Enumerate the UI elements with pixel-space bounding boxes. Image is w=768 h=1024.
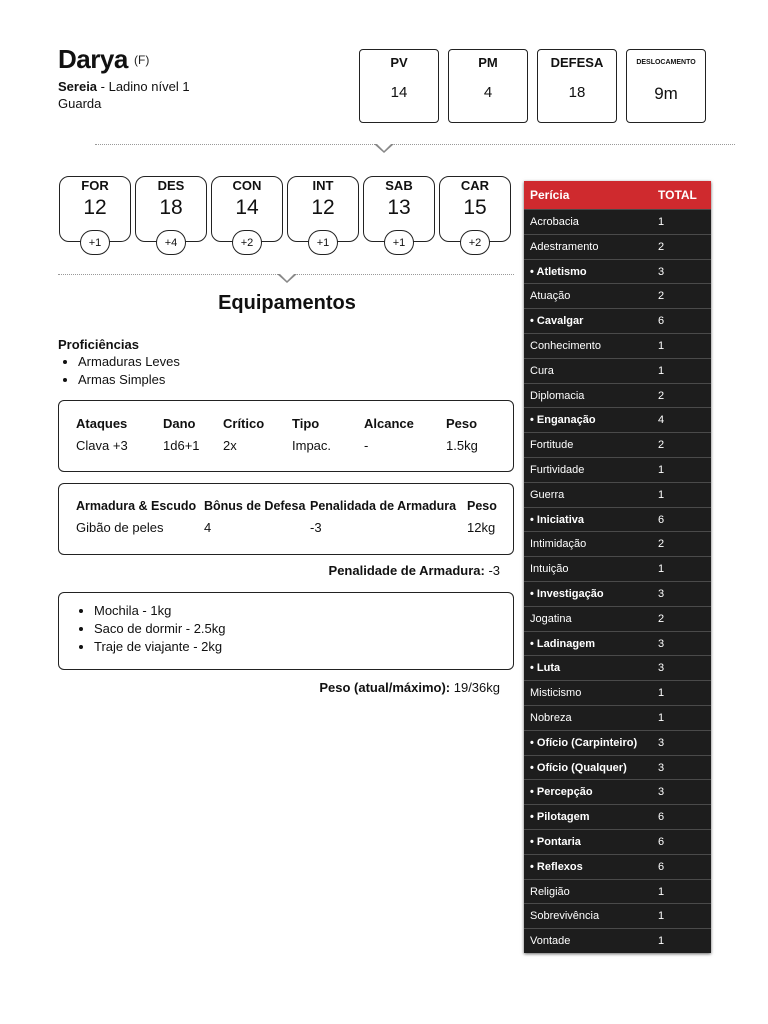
attribute-modifier: +4 bbox=[156, 230, 186, 255]
skill-row bbox=[524, 730, 711, 755]
skill-total: 1 bbox=[658, 488, 665, 501]
skill-name: • Iniciativa bbox=[530, 513, 584, 526]
stat-value: 14 bbox=[390, 84, 408, 101]
skill-name: • Pilotagem bbox=[530, 811, 590, 824]
section-title: Equipamentos bbox=[218, 292, 356, 314]
skill-name: • Luta bbox=[530, 662, 561, 675]
skill-name: Conhecimento bbox=[530, 339, 601, 352]
skill-row bbox=[524, 358, 711, 383]
skills-header-total: TOTAL bbox=[658, 188, 697, 202]
attack-name: Clava +3 bbox=[76, 438, 128, 453]
skill-name: Guerra bbox=[530, 488, 565, 501]
skill-total: 1 bbox=[658, 711, 665, 724]
skill-row bbox=[524, 308, 711, 333]
attribute-modifier: +1 bbox=[384, 230, 414, 255]
attribute-car bbox=[439, 176, 511, 249]
attribute-value: 12 bbox=[311, 196, 335, 219]
skill-row bbox=[524, 655, 711, 680]
skill-row bbox=[524, 556, 711, 581]
stat-label: DESLOCAMENTO bbox=[636, 59, 696, 66]
inventory-item: • Saco de dormir - 2.5kg bbox=[94, 620, 226, 638]
stat-value: 9m bbox=[654, 84, 678, 103]
character-race: Sereia bbox=[58, 79, 98, 94]
inventory-list bbox=[74, 602, 226, 656]
skill-total: 1 bbox=[658, 885, 665, 898]
skill-name: • Cavalgar bbox=[530, 315, 584, 328]
attribute-modifier: +2 bbox=[460, 230, 490, 255]
skill-name: Intuição bbox=[530, 563, 569, 576]
skill-total: 2 bbox=[658, 389, 665, 402]
armor-penalty-value: -3 bbox=[484, 563, 500, 578]
character-class: - Ladino nível 1 bbox=[97, 79, 190, 94]
skill-row bbox=[524, 383, 711, 408]
attack-critical: 2x bbox=[223, 438, 237, 453]
skill-row bbox=[524, 606, 711, 631]
skill-row bbox=[524, 283, 711, 308]
skill-name: Misticismo bbox=[530, 687, 582, 700]
skill-row bbox=[524, 755, 711, 780]
attacks-header-damage: Dano bbox=[163, 416, 196, 431]
skill-total: 1 bbox=[658, 563, 665, 576]
attribute-modifier: +1 bbox=[308, 230, 338, 255]
skill-row bbox=[524, 804, 711, 829]
weight-summary bbox=[319, 680, 500, 695]
inventory-item: • Mochila - 1kg bbox=[94, 602, 226, 620]
skill-row bbox=[524, 928, 711, 953]
attacks-header-range: Alcance bbox=[364, 416, 414, 431]
skill-total: 3 bbox=[658, 265, 665, 278]
skills-rows bbox=[524, 209, 711, 953]
skill-name: • Investigação bbox=[530, 587, 604, 600]
proficiencies-title: Proficiências bbox=[58, 337, 139, 352]
stat-label: PV bbox=[390, 55, 408, 70]
attribute-label: DES bbox=[157, 178, 185, 193]
character-race-class bbox=[58, 79, 190, 94]
skill-total: 6 bbox=[658, 811, 665, 824]
stat-box-deslocamento bbox=[626, 49, 706, 123]
skill-total: 3 bbox=[658, 761, 665, 774]
skill-name: • Percepção bbox=[530, 786, 593, 799]
skill-row bbox=[524, 779, 711, 804]
skill-total: 3 bbox=[658, 786, 665, 799]
skill-total: 6 bbox=[658, 315, 665, 328]
header-divider bbox=[95, 144, 735, 145]
armor-penalty-label: Penalidade de Armadura: bbox=[328, 563, 485, 578]
skill-total: 2 bbox=[658, 240, 665, 253]
skill-total: 1 bbox=[658, 687, 665, 700]
skill-name: • Reflexos bbox=[530, 860, 583, 873]
armor-header-defense: Bônus de Defesa bbox=[204, 499, 306, 513]
character-origin: Guarda bbox=[58, 96, 102, 111]
skill-row bbox=[524, 209, 711, 234]
stat-label: PM bbox=[478, 55, 498, 70]
skill-name: • Ofício (Qualquer) bbox=[530, 761, 627, 774]
skills-header bbox=[524, 181, 711, 209]
skill-row bbox=[524, 333, 711, 358]
inventory-box bbox=[58, 592, 514, 670]
armor-weight: 12kg bbox=[467, 520, 496, 535]
skill-name: Atuação bbox=[530, 290, 571, 303]
skills-header-name: Perícia bbox=[530, 188, 570, 202]
attribute-value: 15 bbox=[463, 196, 487, 219]
skill-total: 2 bbox=[658, 290, 665, 303]
skill-total: 1 bbox=[658, 216, 665, 228]
attribute-label: INT bbox=[312, 178, 334, 193]
skill-row bbox=[524, 457, 711, 482]
skill-total: 2 bbox=[658, 538, 665, 551]
skill-total: 1 bbox=[658, 339, 665, 352]
skill-total: 3 bbox=[658, 662, 665, 675]
skill-total: 2 bbox=[658, 439, 665, 452]
stat-value: 18 bbox=[568, 84, 586, 101]
attacks-header-critical: Crítico bbox=[223, 416, 265, 431]
stat-box-defesa bbox=[537, 49, 617, 123]
weight-label: Peso (atual/máximo): bbox=[319, 680, 451, 695]
skill-total: 3 bbox=[658, 736, 665, 749]
attribute-modifier: +1 bbox=[80, 230, 110, 255]
armor-penalty: -3 bbox=[310, 520, 322, 535]
armor-penalty-summary bbox=[329, 563, 500, 578]
stat-label: DEFESA bbox=[550, 55, 604, 70]
stat-box-pv bbox=[359, 49, 439, 123]
attribute-value: 13 bbox=[387, 196, 411, 219]
skill-total: 3 bbox=[658, 587, 665, 600]
attack-type: Impac. bbox=[292, 438, 332, 453]
skill-total: 6 bbox=[658, 513, 665, 526]
armor-header-weight: Peso bbox=[467, 499, 497, 513]
skill-row bbox=[524, 903, 711, 928]
list-item: • Armas Simples bbox=[78, 371, 180, 389]
skill-name: • Ofício (Carpinteiro) bbox=[530, 736, 638, 749]
skill-total: 1 bbox=[658, 463, 665, 476]
list-item: • Armaduras Leves bbox=[78, 353, 180, 371]
skill-total: 2 bbox=[658, 612, 665, 625]
skill-name: Acrobacia bbox=[530, 216, 579, 228]
skill-row bbox=[524, 631, 711, 656]
skill-total: 6 bbox=[658, 835, 665, 848]
skill-name: Religião bbox=[530, 885, 570, 898]
skill-name: Nobreza bbox=[530, 711, 572, 724]
skill-row bbox=[524, 507, 711, 532]
armor-header-name: Armadura & Escudo bbox=[76, 499, 197, 513]
skills-table bbox=[524, 181, 711, 953]
skill-total: 1 bbox=[658, 935, 665, 948]
skill-total: 1 bbox=[658, 364, 665, 377]
skill-row bbox=[524, 407, 711, 432]
weight-value: 19/36kg bbox=[450, 680, 500, 695]
skill-row bbox=[524, 482, 711, 507]
skill-row bbox=[524, 531, 711, 556]
skill-name: Fortitude bbox=[530, 439, 574, 452]
skill-name: • Ladinagem bbox=[530, 637, 595, 650]
skill-total: 3 bbox=[658, 637, 665, 650]
character-name: Darya bbox=[58, 44, 128, 74]
skill-total: 4 bbox=[658, 414, 665, 427]
attacks-header-name: Ataques bbox=[76, 416, 128, 431]
skill-name: Cura bbox=[530, 364, 554, 377]
attributes-divider-notch bbox=[277, 274, 297, 283]
attack-range: - bbox=[364, 438, 369, 453]
attribute-label: SAB bbox=[385, 178, 413, 193]
skill-name: • Enganação bbox=[530, 414, 596, 427]
attribute-value: 14 bbox=[235, 196, 259, 219]
skill-name: Sobrevivência bbox=[530, 910, 600, 923]
armor-defense: 4 bbox=[204, 520, 212, 535]
skill-name: Vontade bbox=[530, 935, 571, 948]
skill-name: Furtividade bbox=[530, 463, 585, 476]
stat-value: 4 bbox=[483, 84, 493, 101]
armor-table bbox=[58, 483, 514, 555]
attribute-int bbox=[287, 176, 359, 249]
skill-row bbox=[524, 854, 711, 879]
skill-row bbox=[524, 259, 711, 284]
attribute-sab bbox=[363, 176, 435, 249]
skill-row bbox=[524, 581, 711, 606]
attribute-label: FOR bbox=[81, 178, 109, 193]
skill-name: Diplomacia bbox=[530, 389, 585, 402]
skill-name: Jogatina bbox=[530, 612, 572, 625]
skill-total: 1 bbox=[658, 910, 665, 923]
header-divider-notch bbox=[374, 144, 394, 153]
attribute-label: CAR bbox=[460, 178, 490, 193]
skill-row bbox=[524, 432, 711, 457]
attribute-con bbox=[211, 176, 283, 249]
attacks-header-weight: Peso bbox=[446, 416, 478, 431]
attribute-value: 12 bbox=[83, 196, 107, 219]
stat-box-pm bbox=[448, 49, 528, 123]
attacks-header-type: Tipo bbox=[292, 416, 320, 431]
skill-row bbox=[524, 879, 711, 904]
armor-name: Gibão de peles bbox=[76, 520, 164, 535]
attacks-table bbox=[58, 400, 514, 472]
inventory-item: • Traje de viajante - 2kg bbox=[94, 638, 226, 656]
attribute-label: CON bbox=[232, 178, 262, 193]
skill-name: Adestramento bbox=[530, 240, 599, 253]
skill-name: • Atletismo bbox=[530, 265, 587, 278]
armor-header-penalty: Penalidada de Armadura bbox=[310, 499, 457, 513]
skill-row bbox=[524, 829, 711, 854]
proficiencies-list bbox=[58, 353, 180, 389]
skill-row bbox=[524, 705, 711, 730]
skill-total: 6 bbox=[658, 860, 665, 873]
attribute-des bbox=[135, 176, 207, 249]
skill-row bbox=[524, 680, 711, 705]
skill-name: Intimidação bbox=[530, 538, 587, 551]
attack-weight: 1.5kg bbox=[446, 438, 478, 453]
attribute-value: 18 bbox=[159, 196, 183, 219]
skill-row bbox=[524, 234, 711, 259]
attack-damage: 1d6+1 bbox=[163, 438, 200, 453]
skill-name: • Pontaria bbox=[530, 835, 581, 848]
attribute-for bbox=[59, 176, 131, 249]
character-gender: (F) bbox=[134, 53, 150, 67]
attribute-modifier: +2 bbox=[232, 230, 262, 255]
